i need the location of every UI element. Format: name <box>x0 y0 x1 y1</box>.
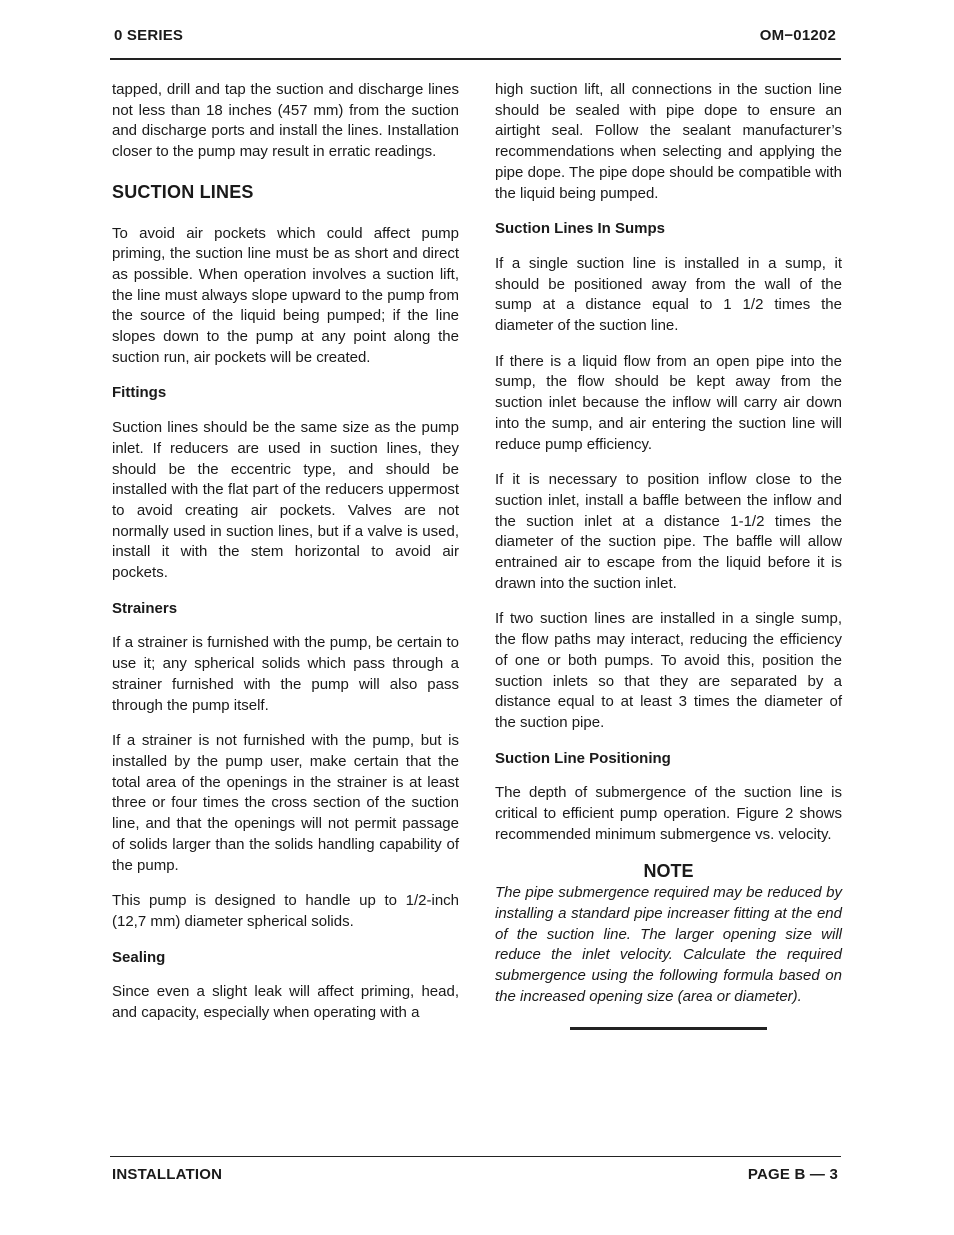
sealing-continued-paragraph: high suction lift, all connections in the suction line should be sealed with pipe dope to ensure an airtight seal. Follow the sealant manufacturer’s recommendations when selecting and applying the pipe dope. The pipe dope should be compatible with the liquid being pumped. <box>495 81 842 202</box>
note-end-rule <box>570 1027 767 1030</box>
sumps-paragraph-1: If a single suction line is installed in a sump, it should be positioned away from the wall of the sump at a distance equal to 1 1/2 times the diameter of the suction line. <box>495 254 842 335</box>
footer-divider <box>110 1156 841 1157</box>
footer-section-name: INSTALLATION <box>112 1166 223 1183</box>
right-column <box>495 80 842 1030</box>
left-column <box>112 80 459 1039</box>
footer-page-number: PAGE B — 3 <box>747 1166 838 1183</box>
sealing-paragraph: Since even a slight leak will affect priming, head, and capacity, especially when operating with a <box>112 983 459 1022</box>
subheading-fittings: Fittings <box>112 384 167 402</box>
strainers-paragraph-2: If a strainer is not furnished with the pump, but is installed by the pump user, make certain that the total area of the openings in the strainer is at least three or four times the cross section of the suction line, and that the openings will not permit passage of solids larger than the solids handling capability of the pump. <box>112 732 459 874</box>
subheading-suction-lines-in-sumps: Suction Lines In Sumps <box>495 220 666 238</box>
header-divider <box>110 58 841 60</box>
strainers-paragraph-1: If a strainer is furnished with the pump, be certain to use it; any spherical solids which pass through a strainer furnished with the pump will also pass through the pump itself. <box>112 634 459 714</box>
note-text: The pipe submergence required may be reduced by installing a standard pipe increaser fitting at the end of the suction line. The larger opening size will reduce the inlet velocity. Calculate the required submergence using the following formula based on the increased opening size (area or diameter). <box>495 884 842 1005</box>
header-series: 0 SERIES <box>114 27 184 44</box>
positioning-paragraph: The depth of submergence of the suction line is critical to efficient pump operation. Figure 2 shows recommended minimum submergence vs. velocity. <box>495 784 842 843</box>
subheading-suction-line-positioning: Suction Line Positioning <box>495 749 671 767</box>
sumps-paragraph-2: If there is a liquid flow from an open pipe into the sump, the flow should be kept away from the suction inlet because the inflow will carry air down into the sump, and air entering the suction line will reduce pump efficiency. <box>495 352 842 453</box>
fittings-paragraph: Suction lines should be the same size as the pump inlet. If reducers are used in suction lines, they should be the eccentric type, and should be installed with the flat part of the reducers uppermost to avoid creating air pockets. Valves are not normally used in suction lines, but if a valve is used, install it with the stem horizontal to avoid air pockets. <box>112 419 459 582</box>
section-heading-suction-lines: SUCTION LINES <box>112 181 254 202</box>
note-box <box>495 861 842 1031</box>
subheading-strainers: Strainers <box>112 599 178 617</box>
suction-lines-paragraph: To avoid air pockets which could affect pump priming, the suction line must be as short and direct as possible. When operation involves a suction lift, the line must always slope upward to the pump from the source of the liquid being pumped; if the line slopes down to the pump at any point along the suction run, air pockets will be created. <box>112 224 459 366</box>
subheading-sealing: Sealing <box>112 948 166 966</box>
note-title: NOTE <box>643 860 694 881</box>
sumps-paragraph-4: If two suction lines are installed in a single sump, the flow paths may interact, reducing the efficiency of one or both pumps. To avoid this, position the suction inlets so that they are separated by a distance equal to at least 3 times the diameter of the suction pipe. <box>495 610 842 731</box>
intro-paragraph: tapped, drill and tap the suction and discharge lines not less than 18 inches (457 mm) from the suction and discharge ports and install the lines. Installation closer to the pump may result in erratic readings. <box>112 81 459 161</box>
sumps-paragraph-3: If it is necessary to position inflow close to the suction inlet, install a baffle between the inflow and the suction inlet at a distance 1-1/2 times the diameter of the suction pipe. The baffle will allow entrained air to escape from the liquid before it is drawn into the suction inlet. <box>495 471 842 592</box>
strainers-paragraph-3: This pump is designed to handle up to 1/2-inch (12,7 mm) diameter spherical solids. <box>112 892 459 930</box>
header-document-number: OM−01202 <box>759 27 836 44</box>
